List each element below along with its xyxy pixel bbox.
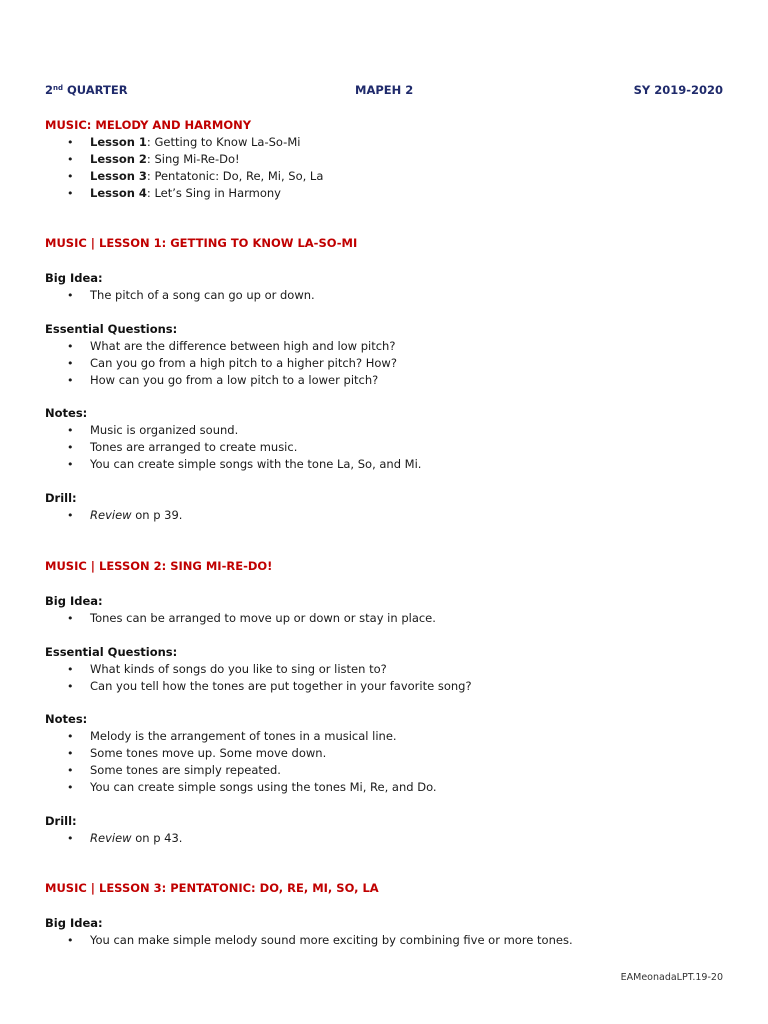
- overview-title: MUSIC: MELODY AND HARMONY: [45, 118, 252, 132]
- bullet-icon: •: [67, 781, 74, 794]
- big-idea-heading: Big Idea:: [45, 594, 103, 608]
- list-item: • You can make simple melody sound more exciting by combining five or more tones.: [67, 933, 573, 947]
- bullet-icon: •: [67, 187, 74, 200]
- lesson2-questions: [45, 644, 725, 695]
- bullet-icon: •: [67, 424, 74, 437]
- subject-label: MAPEH 2: [355, 83, 414, 97]
- list-item: • What kinds of songs do you like to sing or listen to?: [67, 662, 387, 676]
- overview-section: [45, 117, 725, 202]
- bullet-icon: •: [67, 764, 74, 777]
- lesson2-notes: [45, 711, 725, 796]
- questions-heading: Essential Questions:: [45, 322, 178, 336]
- list-item: • Lesson 4: Let’s Sing in Harmony: [67, 186, 281, 200]
- lesson2-title-block: [45, 558, 725, 575]
- list-item: • Review on p 43.: [67, 831, 183, 845]
- school-year-label: SY 2019-2020: [633, 83, 723, 97]
- list-item: • Lesson 2: Sing Mi-Re-Do!: [67, 152, 240, 166]
- big-idea-heading: Big Idea:: [45, 916, 103, 930]
- lesson2-drill: [45, 813, 725, 847]
- bullet-icon: •: [67, 289, 74, 302]
- list-item: • Review on p 39.: [67, 508, 183, 522]
- bullet-icon: •: [67, 612, 74, 625]
- lesson1-questions: [45, 321, 725, 389]
- bullet-icon: •: [67, 509, 74, 522]
- list-item: • Can you go from a high pitch to a higher pitch? How?: [67, 356, 397, 370]
- list-item: • Melody is the arrangement of tones in a musical line.: [67, 729, 397, 743]
- list-item: • The pitch of a song can go up or down.: [67, 288, 315, 302]
- list-item: • Lesson 3: Pentatonic: Do, Re, Mi, So, La: [67, 169, 324, 183]
- drill-heading: Drill:: [45, 814, 77, 828]
- bullet-icon: •: [67, 832, 74, 845]
- lesson1-big-idea: [45, 270, 725, 304]
- list-item: • You can create simple songs with the tone La, So, and Mi.: [67, 457, 422, 471]
- lesson1-title-block: [45, 235, 725, 252]
- bullet-icon: •: [67, 340, 74, 353]
- bullet-icon: •: [67, 680, 74, 693]
- page-header: [45, 83, 723, 101]
- bullet-icon: •: [67, 458, 74, 471]
- lesson2-big-idea: [45, 593, 725, 627]
- lesson2-title: MUSIC | LESSON 2: SING MI-RE-DO!: [45, 559, 273, 573]
- list-item: • Tones are arranged to create music.: [67, 440, 298, 454]
- lesson-list: [45, 134, 725, 202]
- list-item: • How can you go from a low pitch to a lower pitch?: [67, 373, 379, 387]
- bullet-icon: •: [67, 663, 74, 676]
- bullet-icon: •: [67, 153, 74, 166]
- list-item: • You can create simple songs using the tones Mi, Re, and Do.: [67, 780, 437, 794]
- lesson3-big-idea: [45, 915, 725, 949]
- list-item: • Music is organized sound.: [67, 423, 239, 437]
- bullet-icon: •: [67, 934, 74, 947]
- bullet-icon: •: [67, 170, 74, 183]
- list-item: • Tones can be arranged to move up or down or stay in place.: [67, 611, 436, 625]
- lesson1-drill: [45, 490, 725, 524]
- lesson1-title: MUSIC | LESSON 1: GETTING TO KNOW LA-SO-MI: [45, 236, 358, 250]
- questions-heading: Essential Questions:: [45, 645, 178, 659]
- footer-code: EAMeonadaLPT.19-20: [620, 972, 723, 983]
- bullet-icon: •: [67, 730, 74, 743]
- notes-heading: Notes:: [45, 406, 88, 420]
- list-item: • Some tones are simply repeated.: [67, 763, 281, 777]
- list-item: • Can you tell how the tones are put together in your favorite song?: [67, 679, 472, 693]
- list-item: • Lesson 1: Getting to Know La-So-Mi: [67, 135, 301, 149]
- lesson3-title-block: [45, 880, 725, 897]
- bullet-icon: •: [67, 136, 74, 149]
- drill-heading: Drill:: [45, 491, 77, 505]
- bullet-icon: •: [67, 747, 74, 760]
- bullet-icon: •: [67, 441, 74, 454]
- big-idea-heading: Big Idea:: [45, 271, 103, 285]
- notes-heading: Notes:: [45, 712, 88, 726]
- list-item: • Some tones move up. Some move down.: [67, 746, 327, 760]
- bullet-icon: •: [67, 357, 74, 370]
- quarter-label: 2nd QUARTER: [45, 83, 128, 97]
- lesson3-title: MUSIC | LESSON 3: PENTATONIC: DO, RE, MI, SO, LA: [45, 881, 379, 895]
- bullet-icon: •: [67, 374, 74, 387]
- list-item: • What are the difference between high and low pitch?: [67, 339, 396, 353]
- lesson1-notes: [45, 405, 725, 473]
